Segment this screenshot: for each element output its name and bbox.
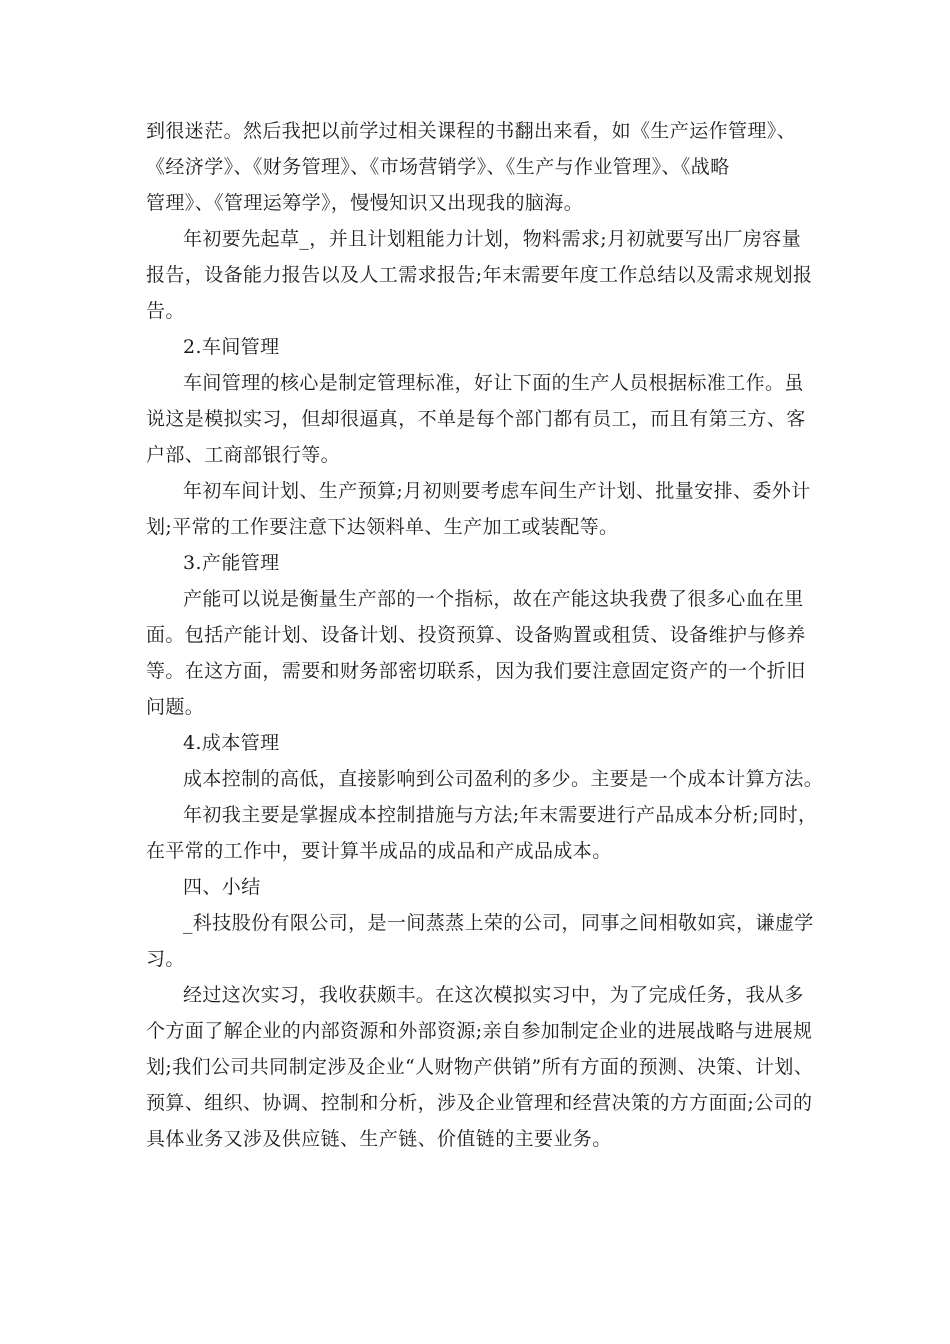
- text-line: 在平常的工作中，要计算半成品的成品和产成品成本。: [146, 840, 612, 862]
- text-line: 个方面了解企业的内部资源和外部资源;亲自参加制定企业的进展战略与进展规: [146, 1020, 813, 1042]
- text-line: 预算、组织、协调、控制和分析，涉及企业管理和经营决策的方方面面;公司的: [146, 1092, 813, 1114]
- text-line: 到很迷茫。然后我把以前学过相关课程的书翻出来看，如《生产运作管理》、: [146, 120, 797, 142]
- paragraph-start: 成本控制的高低，直接影响到公司盈利的多少。主要是一个成本计算方法。: [183, 768, 824, 790]
- section-heading: 3.产能管理: [183, 552, 280, 574]
- text-line: 管理》、《管理运筹学》，慢慢知识又出现我的脑海。: [146, 192, 584, 214]
- text-line: 划;我们公司共同制定涉及企业“人财物产供销”所有方面的预测、决策、计划、: [146, 1056, 814, 1078]
- text-line: 告。: [146, 300, 185, 322]
- paragraph-start: 产能可以说是衡量生产部的一个指标，故在产能这块我费了很多心血在里: [183, 588, 804, 610]
- text-line: 问题。: [146, 696, 205, 718]
- paragraph-start: 年初要先起草_，并且计划粗能力计划，物料需求;月初就要写出厂房容量: [183, 228, 802, 250]
- paragraph-start: _科技股份有限公司，是一间蒸蒸上荣的公司，同事之间相敬如宾，谦虚学: [183, 912, 814, 934]
- text-line: 划;平常的工作要注意下达领料单、生产加工或装配等。: [146, 516, 619, 538]
- text-line: 户部、工商部银行等。: [146, 444, 341, 466]
- text-line: 面。包括产能计划、设备计划、投资预算、设备购置或租赁、设备维护与修养: [146, 624, 806, 646]
- text-line: 说这是模拟实习，但却很逼真，不单是每个部门都有员工，而且有第三方、客: [146, 408, 806, 430]
- section-heading: 2.车间管理: [183, 336, 280, 358]
- paragraph-start: 年初我主要是掌握成本控制措施与方法;年末需要进行产品成本分析;同时，: [183, 804, 818, 826]
- paragraph-start: 年初车间计划、生产预算;月初则要考虑车间生产计划、批量安排、委外计: [183, 480, 811, 502]
- text-line: 《经济学》、《财务管理》、《市场营销学》、《生产与作业管理》、《战略: [146, 156, 730, 178]
- text-line: 等。在这方面，需要和财务部密切联系，因为我们要注意固定资产的一个折旧: [146, 660, 806, 682]
- paragraph-start: 车间管理的核心是制定管理标准，好让下面的生产人员根据标准工作。虽: [183, 372, 804, 394]
- text-line: 报告，设备能力报告以及人工需求报告;年末需要年度工作总结以及需求规划报: [146, 264, 813, 286]
- text-line: 习。: [146, 948, 185, 970]
- text-line: 具体业务又涉及供应链、生产链、价值链的主要业务。: [146, 1128, 612, 1150]
- paragraph-start: 经过这次实习，我收获颇丰。在这次模拟实习中，为了完成任务，我从多: [183, 984, 804, 1006]
- section-heading: 4.成本管理: [183, 732, 280, 754]
- section-heading: 四、小结: [183, 876, 261, 898]
